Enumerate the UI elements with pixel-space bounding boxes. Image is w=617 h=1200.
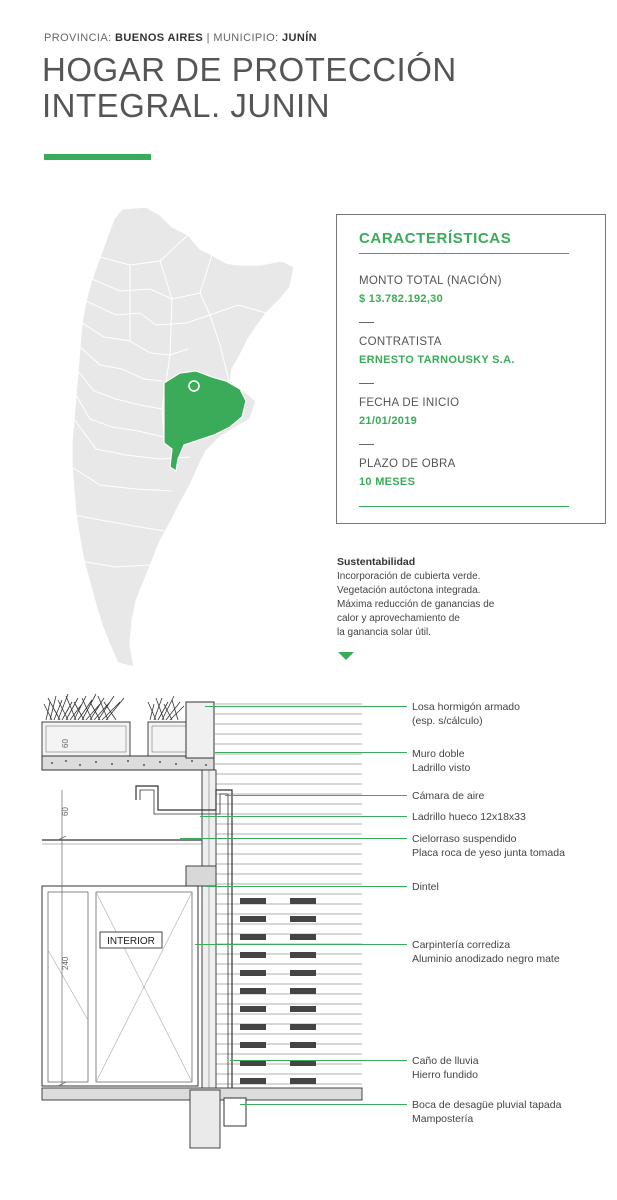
province-value: BUENOS AIRES xyxy=(115,32,204,44)
dimension-label: 240 xyxy=(61,956,70,970)
callout-slab xyxy=(412,700,520,728)
callout-line xyxy=(240,1104,407,1105)
callout-line xyxy=(200,816,407,817)
title-underline xyxy=(44,154,151,160)
callout-line xyxy=(230,1060,407,1061)
sustainability-line: Incorporación de cubierta verde. xyxy=(337,571,481,582)
callout-line1: Cámara de aire xyxy=(412,790,485,802)
callout-line xyxy=(205,886,407,887)
sliding-window xyxy=(42,886,198,1086)
sustainability-text xyxy=(337,570,557,640)
card-title: CARACTERÍSTICAS xyxy=(359,230,512,247)
contractor-value: ERNESTO TARNOUSKY S.A. xyxy=(359,354,515,366)
callout-line2: Placa roca de yeso junta tomada xyxy=(412,847,565,859)
page-title-line2: INTEGRAL. JUNIN xyxy=(42,87,331,124)
roof-vegetation xyxy=(44,694,184,720)
dimension-label: 60 xyxy=(61,739,70,748)
page-title xyxy=(42,52,457,124)
total-amount-label: MONTO TOTAL (NACIÓN) xyxy=(359,275,502,287)
junin-location-dot xyxy=(192,384,196,388)
callout-line2: Mampostería xyxy=(412,1113,474,1125)
callout-line1: Caño de lluvia xyxy=(412,1055,479,1067)
callout-rain-pipe xyxy=(412,1054,479,1082)
callout-line2: Ladrillo visto xyxy=(412,762,471,774)
municipality-label: MUNICIPIO: xyxy=(213,32,279,44)
callout-line1: Boca de desagüe pluvial tapada xyxy=(412,1099,562,1111)
planter-box xyxy=(148,722,192,756)
callout-line1: Losa hormigón armado xyxy=(412,701,520,713)
planter-box xyxy=(42,722,130,756)
interior-label: INTERIOR xyxy=(107,936,155,947)
field-separator xyxy=(359,383,374,384)
brick-facade xyxy=(215,704,362,1094)
argentina-map xyxy=(60,205,300,670)
callout-hollow-brick xyxy=(412,810,526,824)
start-date-value: 21/01/2019 xyxy=(359,415,418,427)
breadcrumb-separator: | xyxy=(206,32,210,44)
field-separator xyxy=(359,322,374,323)
sustainability-title: Sustentabilidad xyxy=(337,556,416,568)
lintel xyxy=(186,866,216,886)
card-bottom-divider xyxy=(359,506,569,507)
callout-ceiling xyxy=(412,832,565,860)
buenos-aires-province xyxy=(164,371,246,471)
start-date-label: FECHA DE INICIO xyxy=(359,397,460,409)
callout-line xyxy=(205,706,407,707)
breadcrumb xyxy=(44,32,317,44)
callout-window xyxy=(412,938,560,966)
callout-line1: Carpintería corrediza xyxy=(412,939,511,951)
page-title-line1: HOGAR DE PROTECCIÓN xyxy=(42,51,457,88)
callout-double-wall xyxy=(412,747,470,775)
callout-line1: Dintel xyxy=(412,881,439,893)
characteristics-card xyxy=(336,214,606,524)
callout-drain xyxy=(412,1098,561,1126)
callout-line1: Ladrillo hueco 12x18x33 xyxy=(412,811,526,823)
callout-line2: Hierro fundido xyxy=(412,1069,478,1081)
callout-line xyxy=(225,795,407,796)
sustainability-line: calor y aprovechamiento de xyxy=(337,613,460,624)
callout-line1: Cielorraso suspendido xyxy=(412,833,517,845)
duration-value: 10 MESES xyxy=(359,476,416,488)
storm-drain xyxy=(224,1098,246,1126)
sustainability-line: Vegetación autóctona integrada. xyxy=(337,585,481,596)
callout-air-chamber xyxy=(412,789,484,803)
callout-line2: Aluminio anodizado negro mate xyxy=(412,953,560,965)
total-amount-value: $ 13.782.192,30 xyxy=(359,293,444,305)
field-separator xyxy=(359,444,374,445)
dimension-label: 60 xyxy=(61,807,70,816)
drain-box xyxy=(190,1090,220,1148)
card-title-divider xyxy=(359,253,569,254)
duration-label: PLAZO DE OBRA xyxy=(359,458,456,470)
down-arrow-icon xyxy=(338,652,354,660)
callout-line xyxy=(215,752,407,753)
callout-line xyxy=(195,944,407,945)
contractor-label: CONTRATISTA xyxy=(359,336,442,348)
sustainability-line: la ganancia solar útil. xyxy=(337,627,431,638)
municipality-value: JUNÍN xyxy=(281,32,317,44)
window-louvers xyxy=(240,898,316,1084)
province-label: PROVINCIA: xyxy=(44,32,112,44)
callout-line2: (esp. s/cálculo) xyxy=(412,715,483,727)
sustainability-line: Máxima reducción de ganancias de xyxy=(337,599,495,610)
construction-section-drawing xyxy=(40,690,365,1155)
callout-line1: Muro doble xyxy=(412,748,465,760)
callout-line xyxy=(180,838,407,839)
callout-lintel xyxy=(412,880,439,894)
